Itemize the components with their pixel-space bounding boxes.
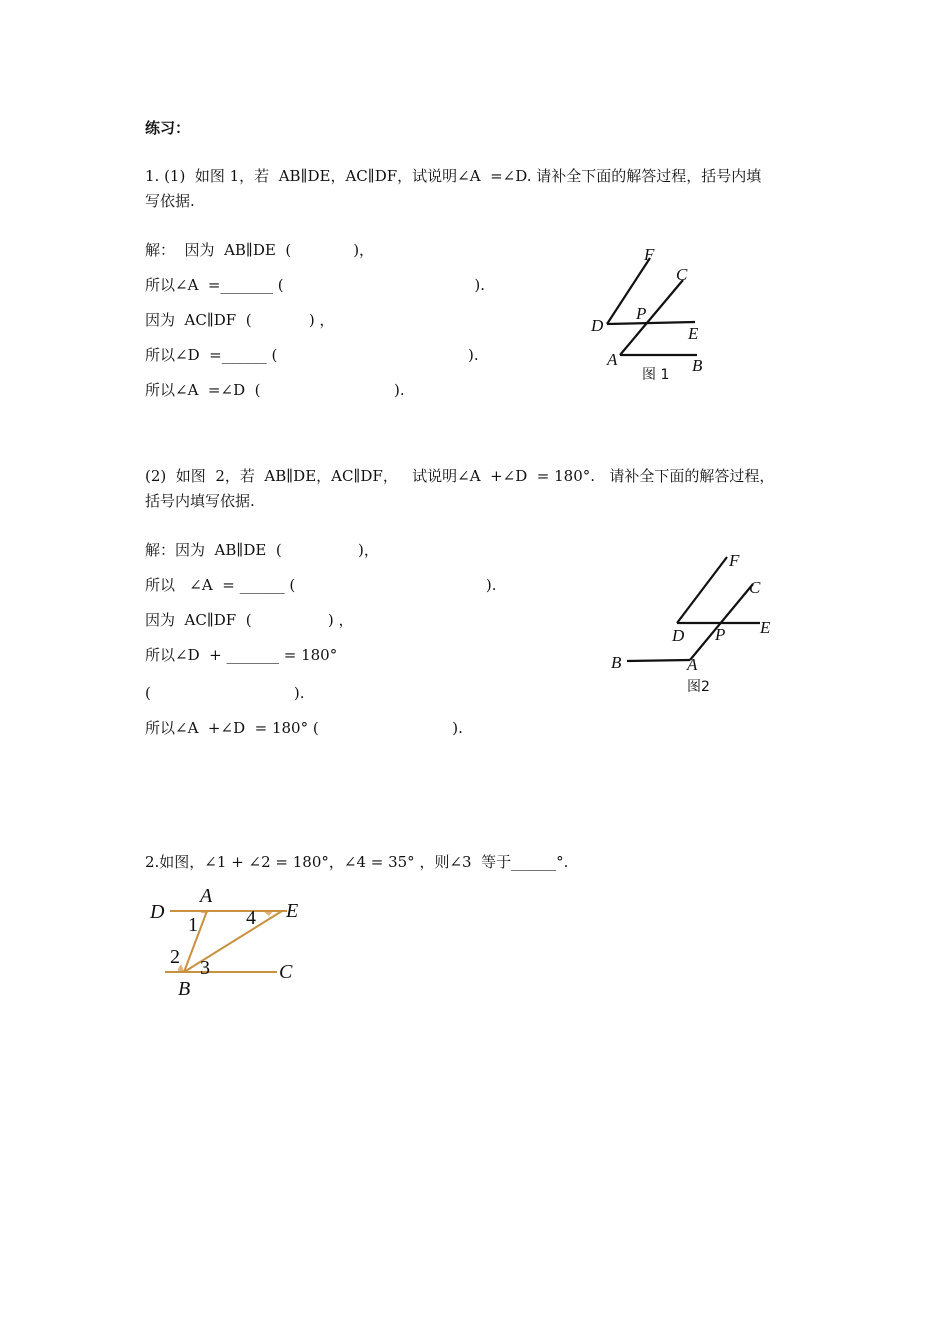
- label-b: B: [611, 653, 622, 672]
- q1-intro-line1: 1. (1) 如图 1，若 AB∥DE，AC∥DF，试说明∠A =∠D. 请补全下面的解答过程，括号内填: [145, 167, 762, 185]
- label-p: P: [636, 304, 647, 323]
- label-p: P: [715, 625, 726, 644]
- label-c: C: [749, 578, 761, 597]
- q1-intro-line2: 写依据.: [145, 192, 195, 210]
- label-d: D: [591, 316, 604, 335]
- label-a: A: [200, 885, 213, 907]
- q1-step-1: 解： 因为 AB∥DE ( )，: [145, 241, 375, 259]
- figure-2-caption: 图2: [687, 679, 710, 695]
- line-ab: [627, 660, 690, 661]
- label-a: A: [687, 655, 698, 674]
- line-be: [184, 911, 282, 972]
- label-e: E: [286, 900, 299, 922]
- figure-1-caption: 图 1: [642, 367, 670, 383]
- label-angle-4: 4: [246, 907, 256, 929]
- q2-intro-line1: (2) 如图 2，若 AB∥DE，AC∥DF， 试说明∠A +∠D = 180°. 请补全下面的解答过程，: [145, 467, 775, 485]
- label-c: C: [676, 265, 688, 284]
- label-b: B: [178, 978, 191, 1000]
- label-f: F: [644, 245, 655, 264]
- label-f: F: [729, 551, 740, 570]
- q3-text: 2.如图，∠1 + ∠2 = 180°，∠4 = 35° ，则∠3 等于______°.: [145, 853, 569, 871]
- q2-step-4: 所以∠D + _______ = 180°: [145, 646, 338, 664]
- q2-step-5: ( ).: [145, 684, 305, 702]
- page-heading: 练习：: [145, 119, 191, 137]
- label-e: E: [688, 324, 699, 343]
- label-a: A: [607, 350, 618, 369]
- q2-step-1: 解：因为 AB∥DE ( )，: [145, 541, 379, 559]
- figure-2: [605, 547, 780, 697]
- figure-1: [585, 240, 715, 385]
- label-d: D: [672, 626, 685, 645]
- label-angle-2: 2: [170, 946, 180, 968]
- q1-step-4: 所以∠D =______ ( ).: [145, 346, 479, 364]
- q1-step-5: 所以∠A =∠D ( ).: [145, 381, 405, 399]
- label-angle-3: 3: [200, 957, 210, 979]
- figure-3: [145, 885, 315, 1005]
- label-d: D: [150, 901, 165, 923]
- q1-step-3: 因为 AC∥DF ( ) ，: [145, 311, 335, 329]
- label-e: E: [760, 618, 771, 637]
- label-c: C: [279, 961, 293, 983]
- q2-step-2: 所以 ∠A = ______ ( ).: [145, 576, 497, 594]
- q1-step-2: 所以∠A =_______ ( ).: [145, 276, 485, 294]
- q2-step-6: 所以∠A +∠D = 180° ( ).: [145, 719, 463, 737]
- label-b: B: [692, 356, 703, 375]
- q2-intro-line2: 括号内填写依据.: [145, 492, 255, 510]
- label-angle-1: 1: [188, 914, 198, 936]
- q2-step-3: 因为 AC∥DF ( ) ，: [145, 611, 354, 629]
